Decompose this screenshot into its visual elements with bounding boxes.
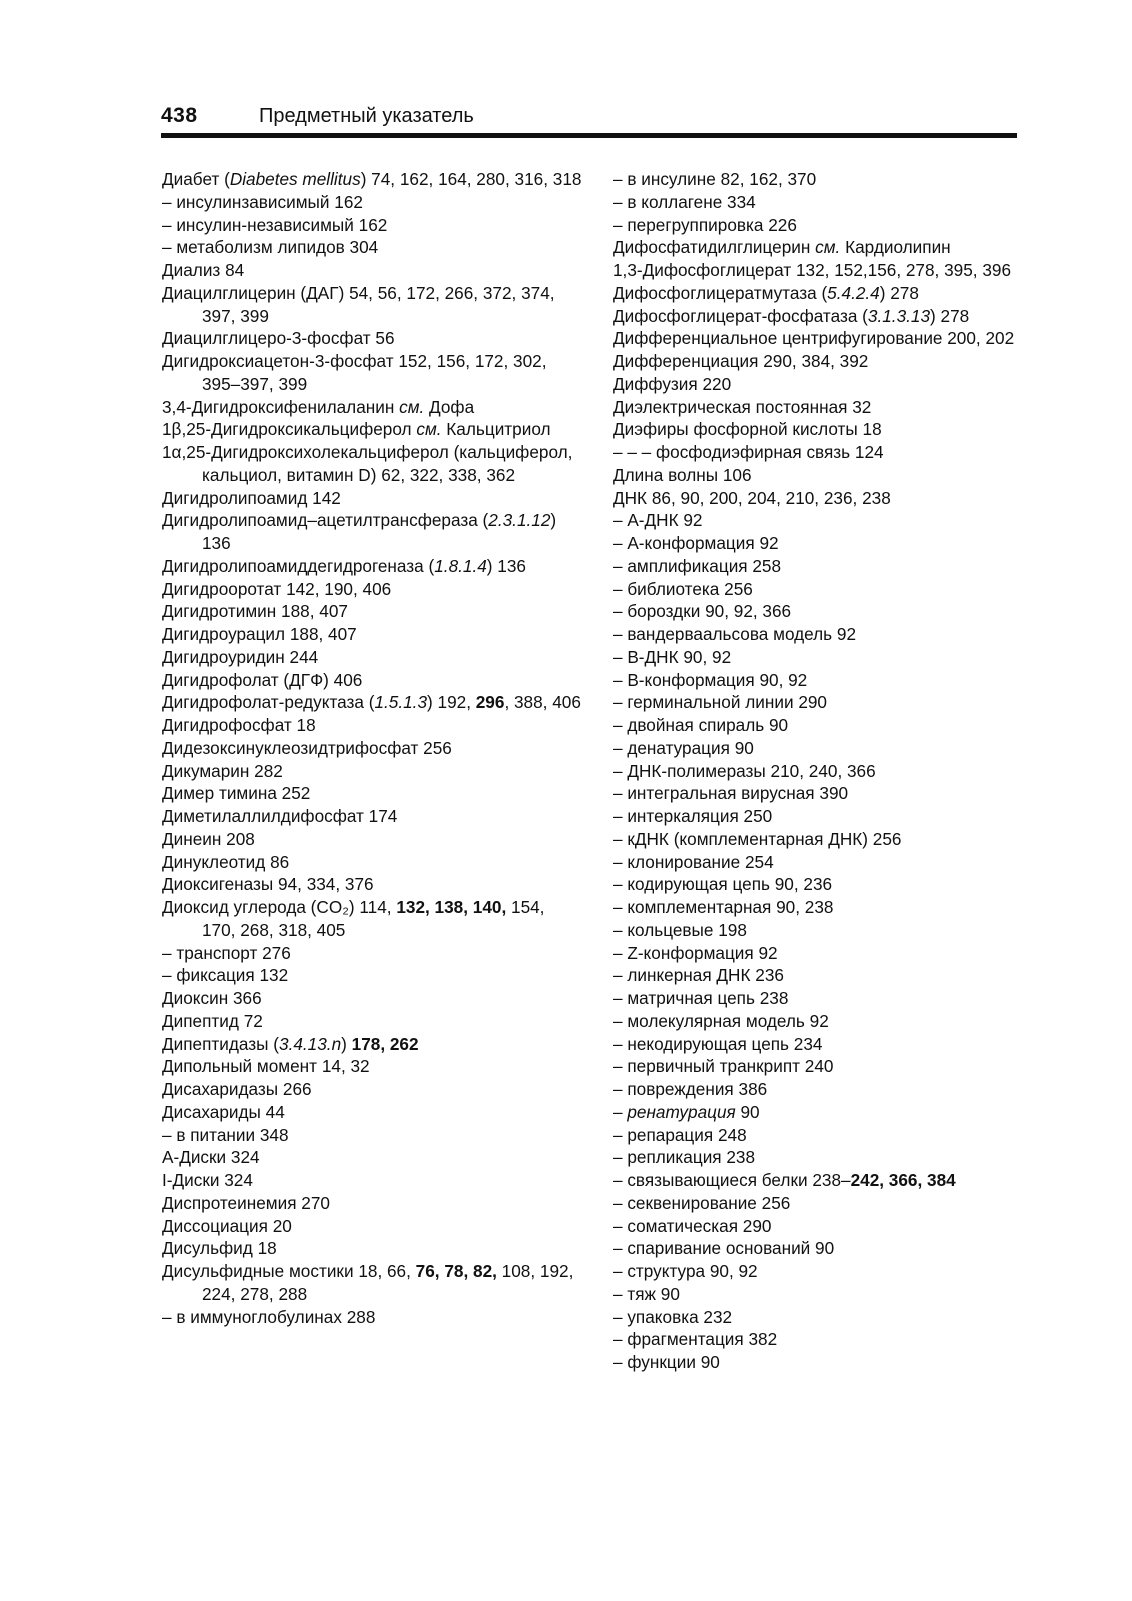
index-entry: – линкерная ДНК 236	[613, 965, 784, 986]
index-entry: – в инсулине 82, 162, 370	[613, 169, 817, 189]
index-entry: Дифосфоглицератмутаза (5.4.2.4) 278	[613, 282, 919, 303]
index-entry: А-Диски 324	[162, 1147, 260, 1168]
index-entry: – структура 90, 92	[613, 1261, 758, 1281]
index-entry: Дикумарин 282	[162, 760, 283, 781]
index-entry: Диализ 84	[162, 260, 245, 280]
index-column-left	[162, 168, 582, 1328]
index-entry: – бороздки 90, 92, 366	[613, 601, 792, 622]
index-entry: – комплементарная 90, 238	[613, 897, 834, 917]
index-entry: Дидезоксинуклеозидтрифосфат 256	[162, 737, 452, 758]
index-entry: – связывающиеся белки 238–242, 366, 384	[613, 1170, 956, 1190]
index-entry: Дипептидазы (3.4.13.n) 178, 262	[162, 1033, 419, 1054]
index-entry: – спаривание оснований 90	[613, 1238, 835, 1259]
index-entry: Диспротеинемия 270	[162, 1192, 330, 1213]
index-entry: – инсулин-независимый 162	[162, 214, 388, 235]
index-entry: – кольцевые 198	[613, 919, 747, 940]
index-entry: – репликация 238	[613, 1147, 756, 1168]
index-entry: Дигидрооротат 142, 190, 406	[162, 578, 392, 599]
index-entry: Диметилаллилдифосфат 174	[162, 806, 398, 826]
index-entry: Дигидрофолат-редуктаза (1.5.1.3) 192, 296, 388, 406	[162, 692, 581, 713]
index-entry: – метаболизм липидов 304	[162, 237, 379, 258]
index-entry: Дифосфоглицерат-фосфатаза (3.1.3.13) 278	[613, 305, 970, 326]
index-entry: Димер тимина 252	[162, 783, 311, 804]
index-entry: – ренатурация 90	[613, 1101, 760, 1122]
index-entry: 3,4-Дигидроксифенилаланин см. Дофа	[162, 396, 475, 417]
index-entry: Дигидроксиацетон-3-фосфат 152, 156, 172, 302, 395–397, 399	[162, 351, 547, 394]
index-entry: Диацилглицерин (ДАГ) 54, 56, 172, 266, 372, 374, 397, 399	[162, 282, 555, 326]
index-entry: – интеркаляция 250	[613, 806, 773, 826]
index-entry: Длина волны 106	[613, 464, 752, 485]
index-entry: Диффузия 220	[613, 373, 732, 394]
index-entry: – кДНК (комплементарная ДНК) 256	[613, 828, 902, 849]
running-title: Предметный указатель	[259, 105, 474, 127]
index-entry: Диэлектрическая постоянная 32	[613, 396, 872, 417]
index-entry: – интегральная вирусная 390	[613, 783, 849, 804]
index-entry: 1,3-Дифосфоглицерат 132, 152,156, 278, 395, 396	[613, 260, 1012, 280]
index-entry: Дипольный момент 14, 32	[162, 1056, 370, 1077]
index-entry: Дигидролипоамид–ацетилтрансфераза (2.3.1.12) 136	[162, 510, 557, 553]
index-entry: – функции 90	[613, 1352, 720, 1372]
index-entry: – некодирующая цепь 234	[613, 1033, 823, 1054]
index-entry: – – – фосфодиэфирная связь 124	[613, 442, 884, 462]
index-entry: – первичный транкрипт 240	[613, 1056, 834, 1077]
index-entry: I-Диски 324	[162, 1170, 253, 1190]
index-entry: – Z-конформация 92	[613, 942, 778, 963]
index-entry: – репарация 248	[613, 1124, 747, 1145]
index-entry: – в иммуноглобулинах 288	[162, 1306, 376, 1327]
index-entry: – вандерваальсова модель 92	[613, 624, 857, 644]
index-entry: Динеин 208	[162, 828, 255, 849]
index-entry: 1β,25-Дигидроксикальциферол см. Кальцитриол	[162, 419, 551, 440]
index-entry: – кодирующая цепь 90, 236	[613, 874, 833, 895]
index-entry: Динуклеотид 86	[162, 851, 290, 872]
index-entry: 1α,25-Дигидроксихолекальциферол (кальциферол, кальциол, витамин D) 62, 322, 338, 362	[162, 442, 573, 485]
page-number: 438	[161, 104, 198, 127]
index-entry: Дифференциация 290, 384, 392	[613, 351, 869, 371]
index-entry: Дифференциальное центрифугирование 200, 202	[613, 328, 1015, 349]
index-entry: – секвенирование 256	[613, 1192, 791, 1213]
index-entry: Диацилглицеро-3-фосфат 56	[162, 328, 395, 349]
index-entry: ДНК 86, 90, 200, 204, 210, 236, 238	[613, 487, 891, 508]
index-entry: Дигидролипоамид 142	[162, 487, 341, 508]
index-entry: – матричная цепь 238	[613, 988, 789, 1008]
index-entry: Дигидрофосфат 18	[162, 715, 316, 735]
index-entry: – молекулярная модель 92	[613, 1010, 829, 1031]
index-entry: Диоксин 366	[162, 988, 262, 1008]
index-entry: Дифосфатидилглицерин см. Кардиолипин	[613, 237, 951, 258]
index-entry: Диабет (Diabetes mellitus) 74, 162, 164, 280, 316, 318	[162, 169, 582, 189]
index-entry: – двойная спираль 90	[613, 715, 789, 735]
index-entry: – денатурация 90	[613, 737, 754, 758]
index-entry: – А-ДНК 92	[613, 510, 703, 531]
index-entry: – В-конформация 90, 92	[613, 669, 808, 690]
index-entry: – соматическая 290	[613, 1215, 772, 1236]
index-entry: Диссоциация 20	[162, 1215, 292, 1236]
index-entry: – клонирование 254	[613, 851, 774, 872]
index-entry: – библиотека 256	[613, 578, 753, 599]
index-entry: – инсулинзависимый 162	[162, 191, 363, 212]
index-entry: Дигидрофолат (ДГФ) 406	[162, 669, 363, 690]
index-entry: – фрагментация 382	[613, 1329, 778, 1350]
index-entry: – транспорт 276	[162, 942, 291, 963]
index-entry: Диэфиры фосфорной кислоты 18	[613, 419, 882, 440]
index-entry: Дигидроуридин 244	[162, 646, 319, 667]
index-entry: – в питании 348	[162, 1124, 289, 1145]
index-entry: – ДНК-полимеразы 210, 240, 366	[613, 760, 876, 781]
index-entry: – фиксация 132	[162, 965, 289, 986]
index-entry: Дисульфидные мостики 18, 66, 76, 78, 82, 108, 192, 224, 278, 288	[162, 1261, 574, 1304]
header-rule	[161, 133, 1017, 138]
index-entry: Диоксид углерода (CO₂) 114, 132, 138, 140, 154, 170, 268, 318, 405	[162, 897, 545, 940]
index-entry: Дисахаридазы 266	[162, 1079, 312, 1099]
index-entry: – повреждения 386	[613, 1079, 768, 1099]
index-entry: – перегруппировка 226	[613, 214, 797, 235]
index-entry: – в коллагене 334	[613, 191, 756, 212]
index-entry: Дигидротимин 188, 407	[162, 601, 348, 622]
index-entry: – упаковка 232	[613, 1306, 733, 1327]
index-entry: – А-конформация 92	[613, 533, 779, 553]
index-column-right	[613, 168, 1023, 1374]
index-entry: – герминальной линии 290	[613, 692, 827, 713]
index-entry: – тяж 90	[613, 1283, 680, 1304]
index-entry: Дисульфид 18	[162, 1238, 277, 1259]
index-entry: Дисахариды 44	[162, 1101, 285, 1122]
index-entry: Дигидролипоамиддегидрогеназа (1.8.1.4) 136	[162, 555, 526, 576]
index-entry: – В-ДНК 90, 92	[613, 646, 732, 667]
index-entry: Диоксигеназы 94, 334, 376	[162, 874, 374, 895]
index-entry: – амплификация 258	[613, 555, 782, 576]
index-entry: Дигидроурацил 188, 407	[162, 624, 357, 644]
index-entry: Дипептид 72	[162, 1010, 263, 1031]
